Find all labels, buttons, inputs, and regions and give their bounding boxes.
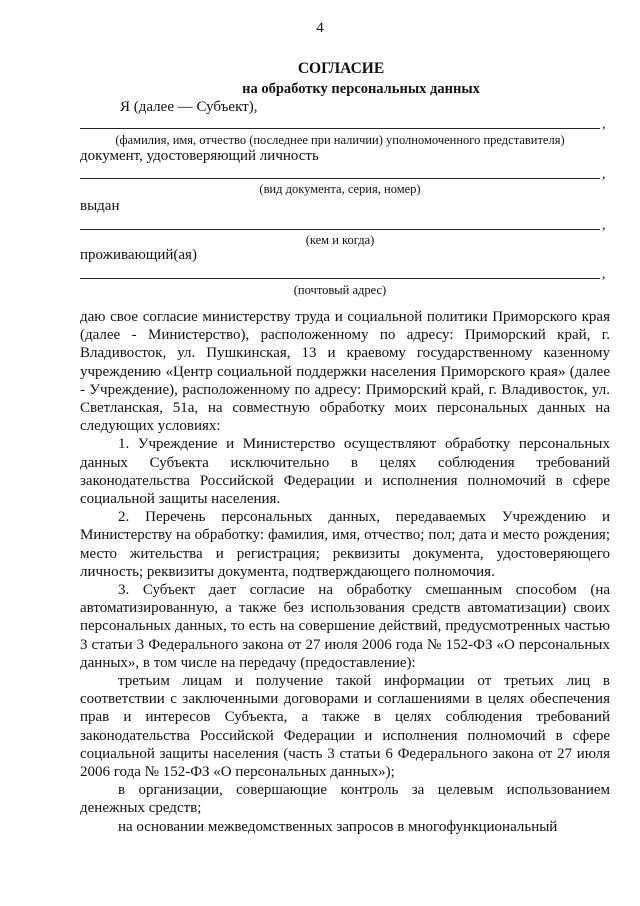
- body-paragraph-control-orgs: в организации, совершающие контроль за целевым использованием денежных средств;: [80, 782, 610, 817]
- issued-fill-line[interactable]: [80, 229, 600, 230]
- body-paragraph-consent: даю свое согласие министерству труда и социальной политики Приморского края (далее - Министерство), расположенному по адресу: Приморский край, г. Владивосток, ул. Пушкинская, 13 и краевому государственному казенному учреждению «Центр социальной поддержки населения Приморского края» (далее - Учреждение), расположенному по адресу: Приморский край, г. Владивосток, ул. Светланская, 51а, на совместную обработку моих персональных данных на следующих условиях:: [80, 309, 610, 435]
- body-paragraph-2: 2. Перечень персональных данных, передаваемых Учреждению и Министерству на обработку: фамилия, имя, отчество; пол; дата и место рождения; место жительства и регистрация; реквизиты документа, удостоверяющего личность; реквизиты документа, подтверждающего полномочия.: [80, 509, 610, 580]
- consent-body: [80, 308, 610, 836]
- fio-caption: (фамилия, имя, отчество (последнее при наличии) уполномоченного представителя): [115, 133, 565, 147]
- address-caption: (почтовый адрес): [293, 283, 387, 297]
- page-number: 4: [316, 20, 324, 36]
- address-fill-line[interactable]: [80, 278, 600, 279]
- body-paragraph-3: 3. Субъект дает согласие на обработку смешанным способом (на автоматизированную, а также без использования средств автоматизации) своих персональных данных, то есть на совершение действий, предусмотренных частью 3 статьи 3 Федерального закона от 27 июля 2006 года № 152-ФЗ «О персональных данных», в том числе на передачу (предоставление):: [80, 582, 610, 671]
- issued-comma: ,: [602, 218, 606, 233]
- residing-label: проживающий(ая): [80, 247, 197, 263]
- document-label: документ, удостоверяющий личность: [80, 148, 319, 164]
- document-fill-line[interactable]: [80, 178, 600, 179]
- body-paragraph-third-parties: третьим лицам и получение такой информации от третьих лиц в соответствии с заключенными договорами и соглашениями в целях обеспечения прав и интересов Субъекта, а также в целях соблюдения требований законодательства Российской Федерации и исполнения полномочий в сфере социальной защиты населения (часть 3 статьи 6 Федерального закона от 27 июля 2006 года № 152-ФЗ «О персональных данных»);: [80, 673, 610, 781]
- issued-label: выдан: [80, 198, 120, 214]
- fio-comma: ,: [602, 117, 606, 132]
- issued-caption: (кем и когда): [305, 233, 375, 247]
- document-subtitle: на обработку персональных данных: [242, 81, 480, 97]
- address-comma: ,: [602, 267, 606, 282]
- document-comma: ,: [602, 167, 606, 182]
- body-paragraph-interagency: на основании межведомственных запросов в многофункциональный: [118, 818, 558, 835]
- fio-fill-line[interactable]: [80, 128, 600, 129]
- body-paragraph-1: 1. Учреждение и Министерство осуществляют обработку персональных данных Субъекта исключительно в целях соблюдения требований законодательства Российской Федерации и исполнения полномочий в сфере социальной защиты населения.: [80, 436, 610, 508]
- document-caption: (вид документа, серия, номер): [259, 182, 421, 196]
- document-title: СОГЛАСИЕ: [297, 60, 385, 77]
- intro-text: Я (далее — Субъект),: [120, 99, 258, 115]
